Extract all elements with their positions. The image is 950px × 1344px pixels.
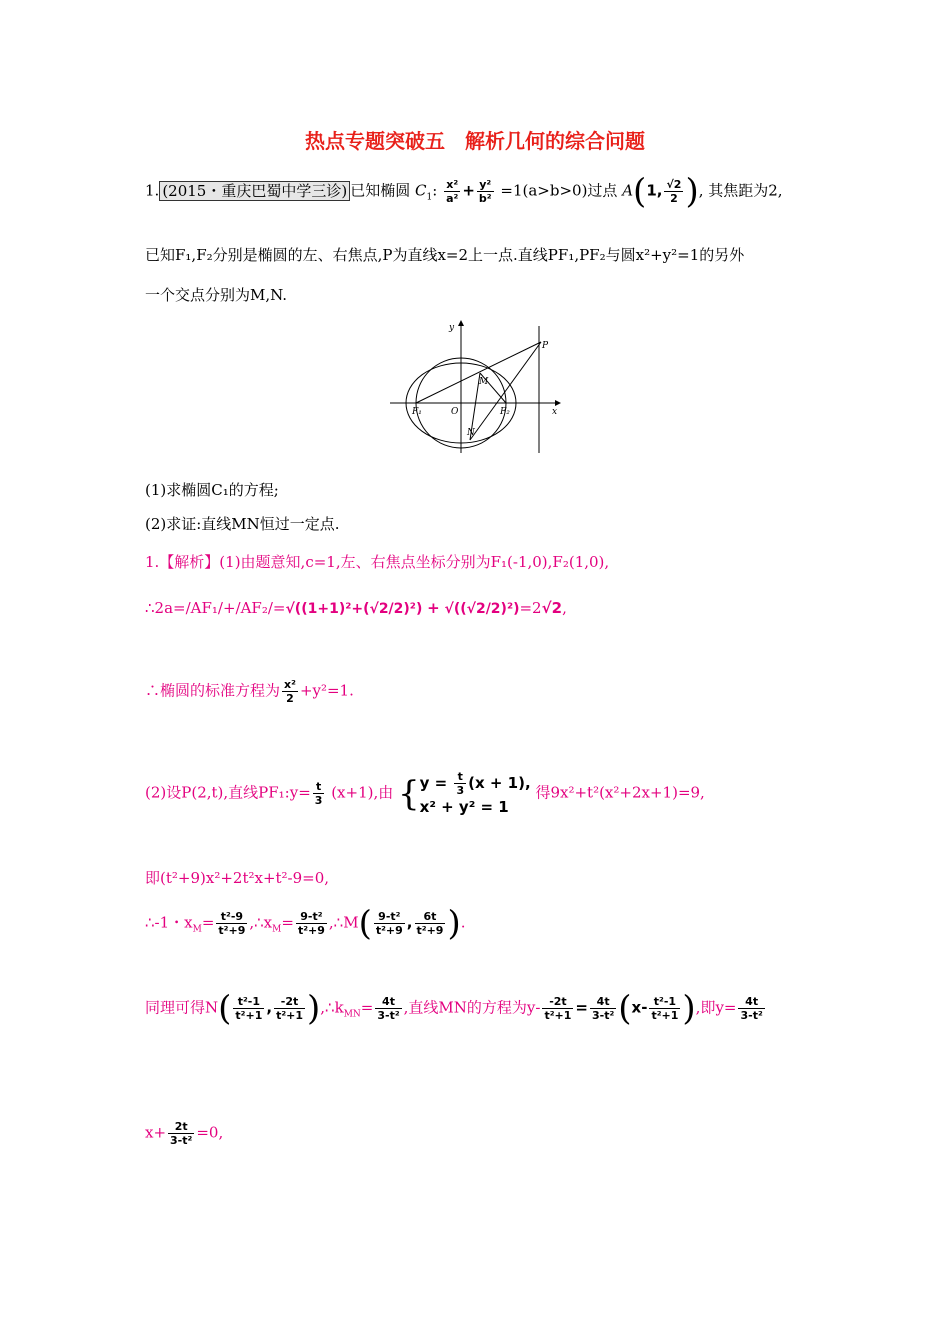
y-arrow — [458, 320, 464, 326]
svg-text:O: O — [451, 407, 459, 417]
problem-line-2: 已知F₁,F₂分别是椭圆的左、右焦点,P为直线x=2上一点.直线PF₁,PF₂与圆x²+y²=1的另外 — [145, 246, 745, 264]
solution-line-4: (2)设P(2,t),直线PF₁:y= $\frac{t}{3}$ (x+1),由 { y = $\frac{t}{3}$ (x + 1), x² + y² = 1 得9x²+t²(x²+2x+1)=9, — [145, 770, 705, 816]
solution-line-7: 同理可得N( $\frac{\text{t²-1}}{\text{t²+1}}$ , $\frac{-2t}{\text{t²+1}}$ )$,\therefore k_{MN}=$ $\frac{4t}{\text{3-t²}}$ ,直线MN的方程为y- $\frac{-2t}{\text{t²+1}}$ = $\frac{4t}{\text{3-t²}}$ (x- $\frac{\text{t²-1}}{\text{t²+1}}$ ),即y= $\frac{4t}{\text{3-t²}}$ — [145, 988, 763, 1029]
svg-text:x: x — [552, 407, 558, 417]
solution-line-3: ∴椭圆的标准方程为 $\frac{\text{x²}}{2}$ +y²=1. — [145, 678, 354, 705]
source-tag: (2015・重庆巴蜀中学三诊) — [159, 181, 350, 201]
ellipse-fraction-x: $\frac{\text{x²}}{\text{a²}}$ — [446, 178, 459, 205]
solution-line-8: x+ $\frac{2t}{\text{3-t²}}$ =0, — [145, 1120, 224, 1147]
problem-line-1: 1. (2015・重庆巴蜀中学三诊) 已知椭圆 $C_1$: $\frac{\text{x²}}{\text{a²}}$ + $\frac{\text{y²}}{\text{b²}}$ =1(a>b>0)过点 A(1, $\frac{√2}{2}$ ), 其焦距为2, — [145, 171, 783, 212]
question-1: (1)求椭圆C₁的方程; — [145, 481, 279, 499]
solution-line-5: 即(t²+9)x²+2t²x+t²-9=0, — [145, 869, 330, 887]
equation-system: y = $\frac{t}{3}$ (x + 1), x² + y² = 1 — [419, 770, 531, 816]
svg-text:P: P — [542, 341, 549, 351]
svg-text:N: N — [467, 428, 475, 438]
solution-line-1: 1.【解析】(1)由题意知,c=1,左、右焦点坐标分别为F₁(-1,0),F₂(1,0), — [145, 553, 610, 571]
svg-text:F₁: F₁ — [412, 407, 422, 417]
svg-text:F₂: F₂ — [500, 407, 510, 417]
page-title: 热点专题突破五 解析几何的综合问题 — [305, 129, 645, 153]
line-pf2 — [470, 342, 541, 440]
question-2: (2)求证:直线MN恒过一定点. — [145, 515, 340, 533]
line-pf1 — [416, 342, 541, 403]
x-arrow — [555, 400, 561, 406]
solution-line-6: ∴-1・$x_M=$ $\frac{\text{t²-9}}{\text{t²+9}}$ $,\therefore x_M=$ $\frac{\text{9-t²}}{\text{t²+9}}$ ,∴M( $\frac{\text{9-t²}}{\text{t²+9}}$ , $\frac{6t}{\text{t²+9}}$ ). — [145, 903, 466, 944]
problem-line-3: 一个交点分别为M,N. — [145, 286, 288, 304]
ellipse-fraction-y: $\frac{\text{y²}}{\text{b²}}$ — [478, 178, 492, 205]
svg-text:y: y — [449, 323, 455, 333]
svg-text:M: M — [479, 377, 489, 387]
ellipse-figure — [385, 318, 575, 458]
solution-line-2: ∴2a=/AF₁/+/AF₂/=√((1+1)²+(√2/2)²) + √((√2/2)²)=2√2, — [145, 599, 567, 617]
